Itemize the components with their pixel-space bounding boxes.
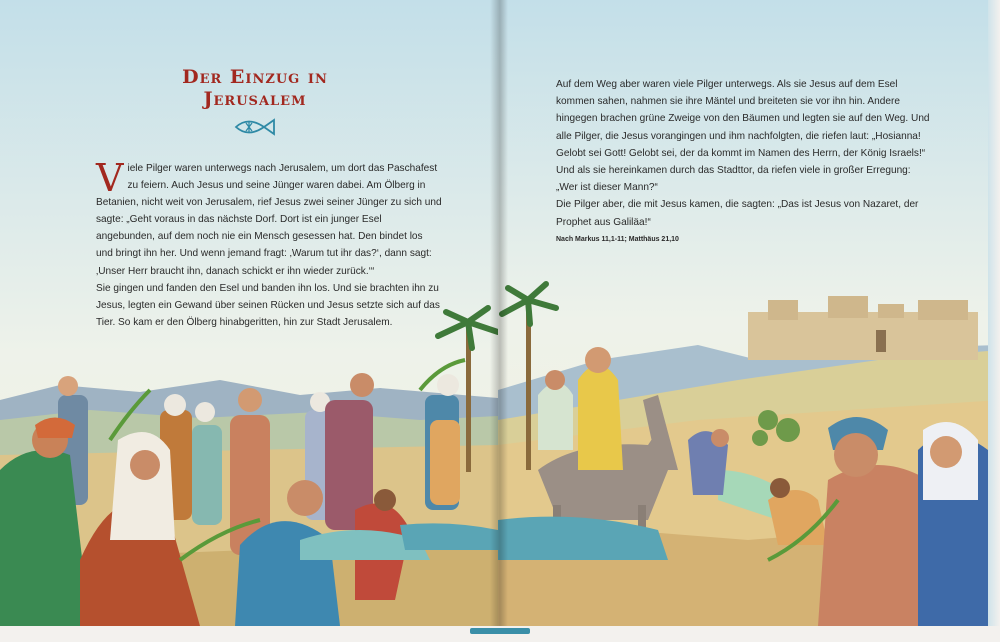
jerusalem-city-walls [748, 296, 978, 360]
drop-cap: V [96, 156, 124, 200]
right-paragraph-2: Und als sie hereinkamen durch das Stadttor, da riefen viele in großer Erregung: „Wer ist dieser Mann?“ [556, 165, 911, 194]
book-spine-shadow [490, 0, 508, 642]
book-bottom-edge [0, 626, 1000, 642]
left-paragraph-2: Sie gingen und fanden den Esel und banden ihn los. Und sie brachten ihn zu Jesus, legten ein Gewand über seinen Rücken und Jesus setzte sich auf das Tier. So kam er den Ölberg hinabgeritten, hin zur Stadt Jerusalem. [96, 282, 440, 328]
left-page [0, 0, 498, 642]
right-paragraph-3: Die Pilger aber, die mit Jesus kamen, die sagten: „Das ist Jesus von Nazaret, der Prophet aus Galiläa!“ [556, 199, 919, 228]
page-title: Der Einzug in Jerusalem [182, 66, 328, 110]
ichthys-fish-icon [234, 118, 276, 136]
page-edge [988, 0, 1000, 626]
right-story-text [556, 76, 934, 246]
bible-source-reference: Nach Markus 11,1-11; Matthäus 21,10 [556, 235, 679, 243]
left-story-text [96, 156, 442, 331]
right-page [498, 0, 1000, 642]
bookmark-ribbon [470, 628, 530, 634]
right-paragraph-1: Auf dem Weg aber waren viele Pilger unterwegs. Als sie Jesus auf dem Esel kommen sahen, nahmen sie ihre Mäntel und breiteten sie vor ihn hin. Andere hingegen brachen grüne Zweige von den Bäumen und legten sie auf den Weg. Und alle Pilger, die Jesus vorangingen und ihm nachfolgten, die riefen laut: „Hosianna! Gelobt sei Gott! Gelobt sei, der da kommt im Namen des Herrn, der König Israels!“ [556, 79, 930, 159]
left-paragraph-1: iele Pilger waren unterwegs nach Jerusalem, um dort das Paschafest zu feiern. Auch Jesus und seine Jünger waren dabei. Am Ölberg in Betanien, nicht weit von Jerusalem, rief Jesus zwei seiner Jünger zu sich und sagte: „Geht voraus in das nächste Dorf. Dort ist ein junger Esel angebunden, auf dem noch nie ein Mensch gesessen hat. Den bindet los und bringt ihn her. Und wenn jemand fragt: ‚Warum tut ihr das?‘, dann sagt: ‚Unser Herr braucht ihn, danach schickt er ihn wieder zurück.‘“ [96, 163, 442, 277]
